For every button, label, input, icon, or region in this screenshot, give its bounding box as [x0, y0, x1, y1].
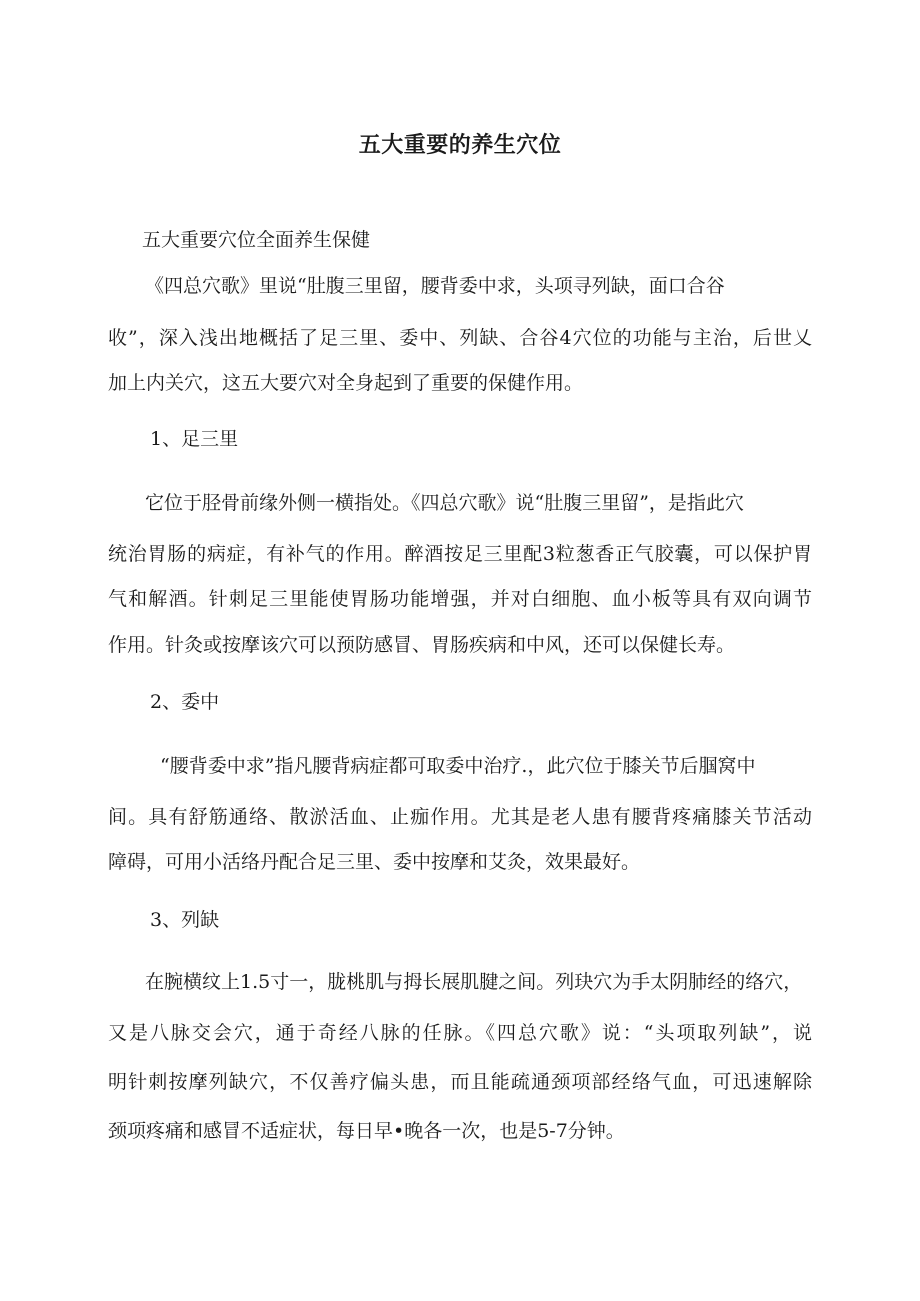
- paragraph-line: 又是八脉交会穴，通于奇经八脉的任脉。《四总穴歌》说：“头项取列缺”，说: [108, 1022, 812, 1044]
- subtitle: 五大重要穴位全面养生保健: [142, 229, 371, 251]
- section-heading: 3、列缺: [150, 909, 220, 931]
- paragraph-line: 障碍，可用小活络丹配合足三里、委中按摩和艾灸，效果最好。: [108, 851, 641, 873]
- section-heading: 1、足三里: [150, 428, 239, 450]
- paragraph-line: 颈项疼痛和感冒不适症状，每日早•晚各一次，也是5-7分钟。: [108, 1120, 625, 1142]
- intro-line: 收”，深入浅出地概括了足三里、委中、列缺、合谷4穴位的功能与主治，后世乂: [108, 327, 812, 349]
- paragraph-line: 明针刺按摩列缺穴，不仅善疗偏头患，而且能疏通颈项部经络气血，可迅速解除: [108, 1071, 812, 1093]
- paragraph-line: 它位于胫骨前缘外侧一横指处。《四总穴歌》说“肚腹三里留”，是指此穴: [145, 492, 744, 514]
- page-title: 五大重要的养生穴位: [358, 133, 562, 158]
- paragraph-line: 统治胃肠的病症，有补气的作用。醉酒按足三里配3粒葱香正气胶囊，可以保护胃: [108, 543, 812, 565]
- paragraph-line: 间。具有舒筋通络、散淤活血、止痂作用。尤其是老人患有腰背疼痛膝关节活动: [108, 806, 812, 828]
- paragraph-line: 气和解酒。针刺足三里能使胃肠功能增强，并对白细胞、血小板等具有双向调节: [108, 588, 812, 610]
- paragraph-line: “腰背委中求”指凡腰背病症都可取委中治疗.，此穴位于膝关节后腘窝中: [160, 755, 756, 777]
- intro-line: 《四总穴歌》里说“肚腹三里留，腰背委中求，头项寻列缺，面口合谷: [145, 275, 725, 297]
- paragraph-line: 作用。针灸或按摩该穴可以预防感冒、胃肠疾病和中风，还可以保健长寿。: [108, 634, 736, 656]
- section-heading: 2、委中: [150, 691, 220, 713]
- intro-line: 加上内关穴，这五大要穴对全身起到了重要的保健作用。: [108, 372, 584, 394]
- paragraph-line: 在腕横纹上1.5寸一，胧桃肌与拇长展肌腱之间。列玦穴为手太阴肺经的络穴，: [145, 971, 803, 993]
